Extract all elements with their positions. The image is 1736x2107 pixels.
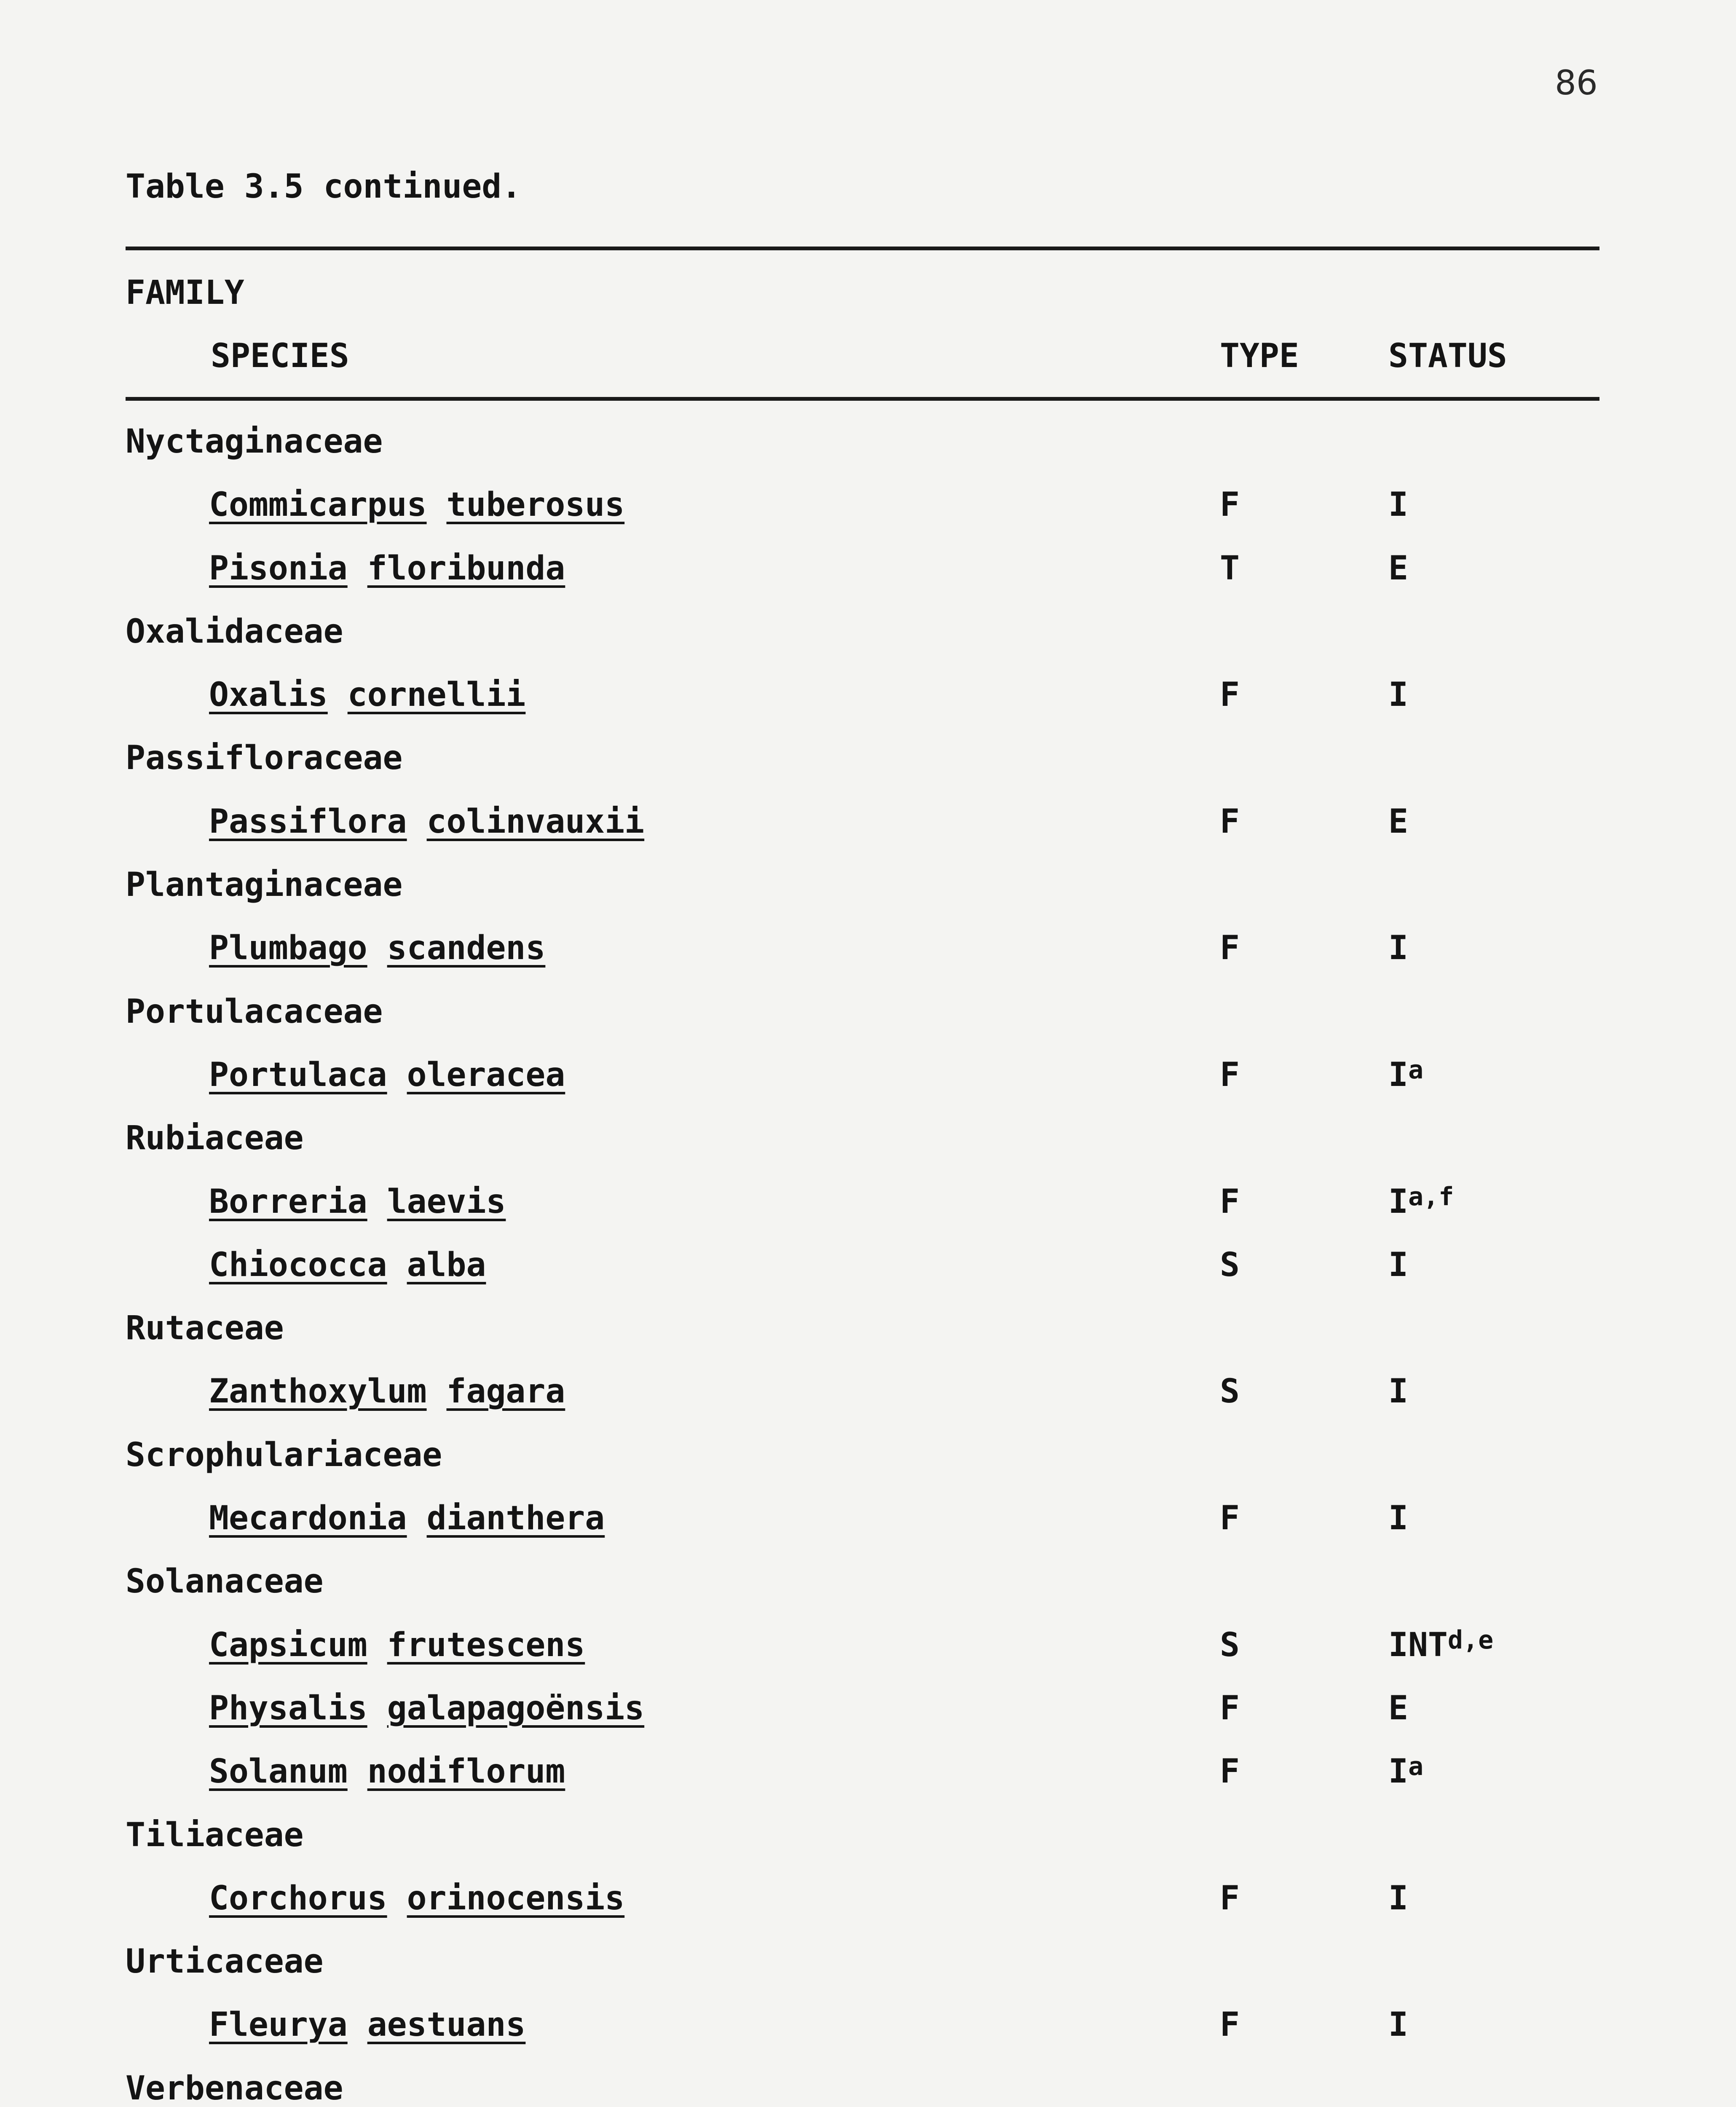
family-row: [0, 1935, 1736, 1998]
page-number: 86: [1555, 63, 1598, 102]
column-header-status: STATUS: [1388, 337, 1507, 375]
species-name: [209, 803, 644, 841]
family-name: Scrophulariaceae: [126, 1436, 442, 1474]
genus-name: Oxalis: [209, 676, 328, 714]
genus-name: Fleurya: [209, 2006, 348, 2044]
genus-name: Corchorus: [209, 1879, 387, 1917]
status-value: [1388, 1056, 1423, 1094]
genus-name: Physalis: [209, 1689, 367, 1727]
family-row: [0, 858, 1736, 922]
type-value: F: [1220, 1879, 1240, 1917]
species-row: [0, 1745, 1736, 1808]
species-name: [209, 550, 565, 587]
type-value: F: [1220, 1499, 1240, 1538]
family-row: [0, 1112, 1736, 1175]
status-value: [1388, 2006, 1408, 2044]
family-row: [0, 415, 1736, 478]
family-row: [0, 1555, 1736, 1618]
status-value: [1388, 803, 1408, 841]
status-code: I: [1388, 1182, 1408, 1221]
status-value: [1388, 929, 1408, 967]
species-row: [0, 1492, 1736, 1555]
species-name: [209, 1372, 565, 1410]
family-row: [0, 2062, 1736, 2107]
family-row: [0, 732, 1736, 795]
species-row: [0, 542, 1736, 605]
epithet-name: floribunda: [367, 549, 565, 587]
status-value: [1388, 1499, 1408, 1537]
species-name: [209, 676, 525, 714]
status-code: I: [1388, 1879, 1408, 1917]
genus-name: Solanum: [209, 1753, 348, 1791]
type-value: F: [1220, 2006, 1240, 2044]
species-row: [0, 922, 1736, 985]
species-row: [0, 1619, 1736, 1682]
species-row: [0, 478, 1736, 541]
status-footnote-mark: a,f: [1408, 1182, 1454, 1212]
status-value: [1388, 676, 1408, 714]
status-code: I: [1388, 676, 1408, 714]
genus-name: Capsicum: [209, 1626, 367, 1664]
status-value: [1388, 550, 1408, 587]
family-name: Plantaginaceae: [126, 866, 403, 904]
status-code: E: [1388, 1689, 1408, 1727]
column-header-type: TYPE: [1220, 337, 1299, 375]
species-row: [0, 1365, 1736, 1428]
species-name: [209, 1183, 506, 1221]
column-header-species: SPECIES: [211, 337, 349, 375]
table-caption: Table 3.5 continued.: [126, 168, 522, 206]
column-header-family: FAMILY: [126, 274, 244, 312]
table-top-rule: [126, 247, 1599, 250]
family-name: Passifloraceae: [126, 739, 403, 777]
species-name: [209, 1499, 605, 1537]
species-name: [209, 2006, 525, 2044]
status-code: I: [1388, 486, 1408, 524]
species-row: [0, 1048, 1736, 1112]
epithet-name: scandens: [387, 929, 546, 968]
species-name: [209, 929, 545, 967]
family-name: Portulacaceae: [126, 992, 383, 1031]
type-value: F: [1220, 676, 1240, 714]
family-name: Rubiaceae: [126, 1119, 304, 1158]
family-name: Nyctaginaceae: [126, 423, 383, 461]
status-value: [1388, 486, 1408, 524]
epithet-name: colinvauxii: [426, 802, 645, 841]
species-row: [0, 1682, 1736, 1745]
species-name: [209, 1056, 565, 1094]
status-value: [1388, 1626, 1493, 1664]
epithet-name: laevis: [387, 1182, 506, 1221]
status-code: E: [1388, 802, 1408, 841]
species-row: [0, 1238, 1736, 1302]
type-value: F: [1220, 802, 1240, 841]
epithet-name: cornellii: [347, 676, 526, 714]
species-row: [0, 668, 1736, 732]
status-code: I: [1388, 1499, 1408, 1538]
epithet-name: oleracea: [407, 1056, 565, 1094]
epithet-name: nodiflorum: [367, 1753, 565, 1791]
type-value: F: [1220, 1056, 1240, 1094]
type-value: F: [1220, 1753, 1240, 1791]
species-row: [0, 1175, 1736, 1238]
status-footnote-mark: a: [1408, 1055, 1424, 1085]
species-name: [209, 1689, 644, 1727]
status-value: [1388, 1753, 1423, 1791]
status-footnote-mark: a: [1408, 1752, 1424, 1782]
status-code: I: [1388, 1372, 1408, 1411]
status-value: [1388, 1372, 1408, 1410]
species-row: [0, 1998, 1736, 2061]
genus-name: Zanthoxylum: [209, 1372, 427, 1411]
epithet-name: alba: [407, 1246, 486, 1284]
genus-name: Commicarpus: [209, 486, 427, 524]
species-name: [209, 486, 624, 524]
family-row: [0, 605, 1736, 668]
type-value: F: [1220, 929, 1240, 968]
status-value: [1388, 1183, 1454, 1221]
genus-name: Portulaca: [209, 1056, 387, 1094]
genus-name: Pisonia: [209, 549, 348, 587]
type-value: F: [1220, 1182, 1240, 1221]
family-name: Solanaceae: [126, 1563, 324, 1601]
family-row: [0, 985, 1736, 1048]
status-code: I: [1388, 1056, 1408, 1094]
status-code: I: [1388, 1753, 1408, 1791]
status-code: I: [1388, 2006, 1408, 2044]
species-name: [209, 1753, 565, 1791]
status-value: [1388, 1879, 1408, 1917]
table-body: [0, 415, 1736, 2107]
status-value: [1388, 1689, 1408, 1727]
status-code: I: [1388, 929, 1408, 968]
type-value: F: [1220, 486, 1240, 524]
type-value: F: [1220, 1689, 1240, 1727]
family-name: Oxalidaceae: [126, 612, 343, 651]
epithet-name: orinocensis: [407, 1879, 625, 1917]
family-name: Rutaceae: [126, 1309, 284, 1348]
genus-name: Plumbago: [209, 929, 367, 968]
family-row: [0, 1302, 1736, 1365]
genus-name: Borreria: [209, 1182, 367, 1221]
epithet-name: dianthera: [426, 1499, 605, 1538]
type-value: S: [1220, 1626, 1240, 1664]
species-row: [0, 1872, 1736, 1935]
family-row: [0, 1809, 1736, 1872]
status-code: I: [1388, 1246, 1408, 1284]
epithet-name: galapagoënsis: [387, 1689, 645, 1727]
epithet-name: frutescens: [387, 1626, 585, 1664]
status-value: [1388, 1246, 1408, 1284]
genus-name: Mecardonia: [209, 1499, 407, 1538]
status-code: INT: [1388, 1626, 1448, 1664]
type-value: S: [1220, 1246, 1240, 1284]
type-value: T: [1220, 549, 1240, 587]
genus-name: Passiflora: [209, 802, 407, 841]
epithet-name: fagara: [446, 1372, 565, 1411]
status-footnote-mark: d,e: [1447, 1625, 1494, 1655]
family-name: Urticaceae: [126, 1943, 324, 1981]
epithet-name: tuberosus: [446, 486, 625, 524]
species-name: [209, 1879, 624, 1917]
type-value: S: [1220, 1372, 1240, 1411]
status-code: E: [1388, 549, 1408, 587]
genus-name: Chiococca: [209, 1246, 387, 1284]
epithet-name: aestuans: [367, 2006, 526, 2044]
family-row: [0, 1429, 1736, 1492]
species-row: [0, 795, 1736, 858]
family-name: Verbenaceae: [126, 2069, 343, 2107]
species-name: [209, 1246, 486, 1284]
family-name: Tiliaceae: [126, 1816, 304, 1854]
table-header-rule: [126, 397, 1599, 401]
species-name: [209, 1626, 585, 1664]
